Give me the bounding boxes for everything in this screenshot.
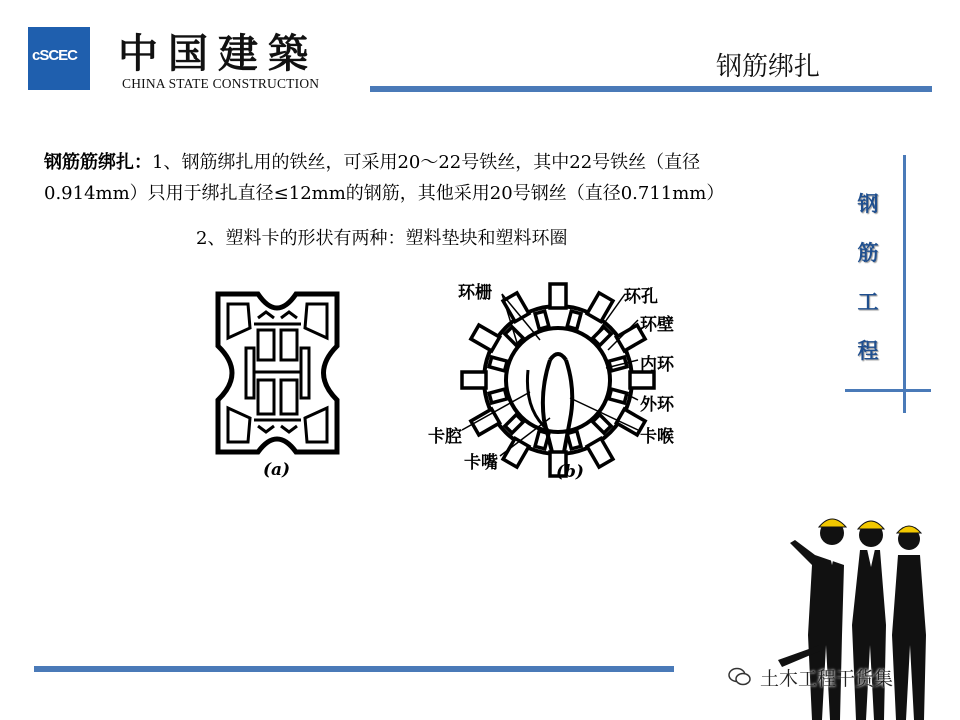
side-horizontal-rule <box>845 389 931 392</box>
side-label <box>855 180 881 376</box>
watermark-text: 土木工程干货集 <box>760 668 894 690</box>
paragraph-line-3: 2、塑料卡的形状有两种：塑料垫块和塑料环圈 <box>196 228 568 249</box>
side-label-char: 工 <box>857 290 879 314</box>
label-inner-ring: 内环 <box>640 355 674 375</box>
ring-grid-slot <box>535 311 549 329</box>
side-label-char: 钢 <box>857 192 879 216</box>
ring-grid-slot <box>489 357 507 371</box>
ring-tooth <box>503 293 529 322</box>
wechat-icon <box>728 667 752 687</box>
paragraph-line-2: 0.914mm）只用于绑扎直径≤12mm的钢筋，其他采用20号钢丝（直径0.711mm） <box>44 183 725 204</box>
paragraph-line-1 <box>44 146 700 180</box>
ring-grid-slot <box>567 311 581 329</box>
header-divider <box>370 86 932 92</box>
figure-a-caption: (a) <box>263 460 291 480</box>
ring-grid-slot <box>593 415 611 433</box>
ring-tooth <box>471 325 500 351</box>
ring-tooth <box>462 372 486 388</box>
company-name-en: CHINA STATE CONSTRUCTION <box>122 76 320 91</box>
footer-divider <box>34 666 674 672</box>
label-clip-cavity: 卡腔 <box>428 427 462 447</box>
logo-text: cSCEC <box>32 47 78 64</box>
paragraph-text-1: 1、钢筋绑扎用的铁丝，可采用20～22号铁丝，其中22号铁丝（直径 <box>152 152 701 173</box>
label-clip-mouth: 卡嘴 <box>464 453 498 473</box>
ring-grid-slot <box>489 389 507 403</box>
plastic-spacer-block-figure <box>210 288 345 458</box>
label-outer-ring: 外环 <box>640 395 674 415</box>
page-title: 钢筋绑扎 <box>716 52 821 82</box>
side-vertical-rule <box>903 155 906 413</box>
ring-grid-slot <box>505 327 523 345</box>
side-label-char: 程 <box>857 339 879 363</box>
label-ring-grid: 环栅 <box>458 283 492 303</box>
ring-grid-slot <box>609 389 627 403</box>
company-name-cn: 中国建築 <box>118 30 318 77</box>
ring-tooth <box>587 438 613 467</box>
ring-tooth <box>550 284 566 308</box>
paragraph-heading: 钢筋筋绑扎： <box>44 152 152 173</box>
ring-tooth <box>503 438 529 467</box>
ring-grid-slot <box>505 415 523 433</box>
side-label-char: 筋 <box>857 241 879 265</box>
company-logo <box>28 27 90 90</box>
label-ring-hole: 环孔 <box>624 287 658 307</box>
label-clip-throat: 卡喉 <box>640 427 674 447</box>
figure-b-caption: (b) <box>556 462 584 482</box>
label-ring-wall: 环壁 <box>640 315 674 335</box>
